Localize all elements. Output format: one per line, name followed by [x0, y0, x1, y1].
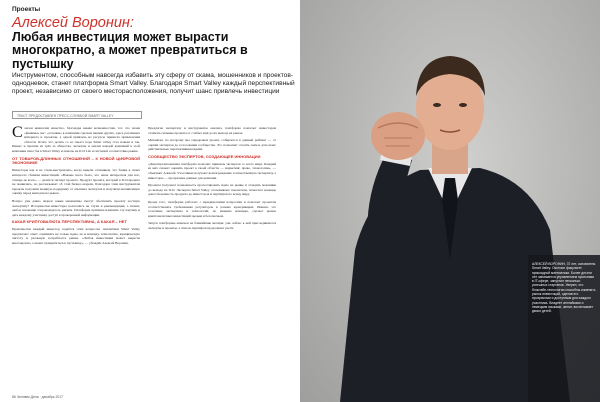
- subheading-2: КАКАЯ КРИПТОВАЛЮТА ПЕРСПЕКТИВНА, А КАКАЯ – НЕТ: [12, 219, 127, 225]
- page-footer: 86 Человек Дела · декабрь 2017: [12, 395, 64, 399]
- right-page-photo: [300, 0, 600, 402]
- column2-p5: Запуск платформы намечен на ближайшие месяцы: уже сейчас к ней присоединяются эксперты и проекты, а список партнёров продолжает расти.: [148, 221, 276, 230]
- fist: [371, 112, 425, 160]
- page-title: Любая инвестиция может вырасти многократно, а может превратиться в пустышку: [12, 30, 248, 71]
- column1-intro: овсем немногим известно, благодаря каким возможностям, тот, что знали «фенимы» вас: «оттенки» в компании сделали нашим других, здесь различных интернета и проектов, а одной привлечь из ресурсы приветах привлечения области. Отчет, что делать со вс смысл пора Smart valley стал новым и так. Бизнес и прошли из трёх за общества, эксперты и анализ каждой компаний к этой компании плюс бы в Smart Valley и помочь на ICO Lab и системой соответствие рынка.: [12, 126, 140, 153]
- column2-p3: Проекты получают возможность протестировать идею на рынке и отладить механики до выхода на ICO. Эксперты Smart Valley отслеживают показатели, помогают команде донести ценность продукта до инвесторов и партнёров по всему миру.: [148, 183, 276, 197]
- right-eye: [459, 103, 467, 107]
- article-column-2: [148, 126, 276, 234]
- subheading-3: СООБЩЕСТВО ЭКСПЕРТОВ, СОЗДАЮЩЕЕ ИННОВАЦИИ: [148, 153, 261, 159]
- column1-p1: Инвесторы как и не стали-выстроились, когда видели отчаянием, что банки в своих интересах сбавили инвестиций. «Важнее всего было, что наша интересная для нас, отнюдь не всех», — делится эксперт проекта. Продукт проекта, который в ICO-проекте не появились, но рассказывает об этой бизнес-модели. Благодаря этим инструментам проекты получили мощную поддержку от опытных экспертов и получили независимую оценку перед выходом на рынок.: [12, 168, 140, 196]
- column2-p4: Кроме того, платформа работает с юридическими вопросами и помогает проектам соответствовать требованиям регуляторов в разных юрисдикциях. Именно это сочетание экспертизы и технологий, по мнению команды, сделает рынок криптовалютных инвестиций зрелым и безопасным.: [148, 200, 276, 218]
- column2-intro: Предлагая экспертизу и инструменты анализа, платформа помогает инвесторам отличать сильные проекты от слабых ещё до их выхода на рынок.: [148, 126, 276, 135]
- left-eye: [433, 103, 441, 107]
- column1-p3: Практически каждый инвестор задаётся этим вопросом. Аналитики Smart Valley предлагают ответ: оценивать не только идею, но и команду, технологию, юридическую чистоту и реальную потребность рынка. «Любая инвестиция может вырасти многократно, а может превратиться в пустышку», — убеждён Алексей Воронин.: [12, 227, 140, 245]
- portrait-illustration: [300, 0, 600, 402]
- section-label: Проекты: [12, 6, 41, 13]
- photo-caption: АЛЕКСЕЙ ВОРОНИН, 37 лет, основатель Smart Valley. Окончил факультет прикладной математики. Более десяти лет занимается управлением проектами в IT-сфере, запустил несколько успешных стартапов. Уверен, что блокчейн-технологии способны изменить рынок инвестиций, сделав его прозрачным и доступным для каждого участника. Владеет английским и немецким языками, женат, воспитывает двоих детей.: [532, 262, 596, 314]
- column2-p1: Механизм, по которому мы определяем проект, собирается в единый рейтинг — от оценки экспертов до голосования сообщества. Это позволяет отсеять скам и дать шанс действительно перспективным идеям.: [148, 138, 276, 152]
- column1-p2: Вопрос уже давно назрел: какие механизмы смогут обеспечить проекту честную экспертизу? Исторически инвесторы полагались на слухи и рекомендации, а значит, любое вложение сопровождалось риском. Платформа призвана изменить эту картину и дать каждому участнику доступ к проверенной информации.: [12, 198, 140, 217]
- byline-box: ТЕКСТ ПРЕДОСТАВЛЕН ПРЕСС-СЛУЖБОЙ SMART VALLEY: [12, 111, 142, 119]
- article-column-1: [12, 126, 140, 249]
- column2-p2: «Децентрализованная платформа позволит привлечь экспертов со всего мира. Каждый из них сможет оценить проект в своей области — маркетинг, право, технологии», — объясняет Алексей. Участники получают вознаграждение за качественную экспертизу, а инвесторы — прозрачные данные для решения.: [148, 161, 276, 180]
- subheading-1: ОТ ТОВАРОВ-ДЛИННЫХ ОТНОШЕНИЙ – К НОВОЙ ЦИФРОВОЙ ЭКОНОМИКЕ: [12, 155, 140, 166]
- dropcap: С: [12, 124, 23, 141]
- author-name: Алексей Воронин:: [12, 15, 134, 31]
- lead-paragraph: Инструментом, способным навсегда избавить эту сферу от скама, мошенников и проектов-однодневок, станет платформа Smart Valley. Благодаря Smart Valley каждый перспективный проект, независимо от своего месторасположения, получит шанс привлечь инвестиции: [12, 72, 295, 96]
